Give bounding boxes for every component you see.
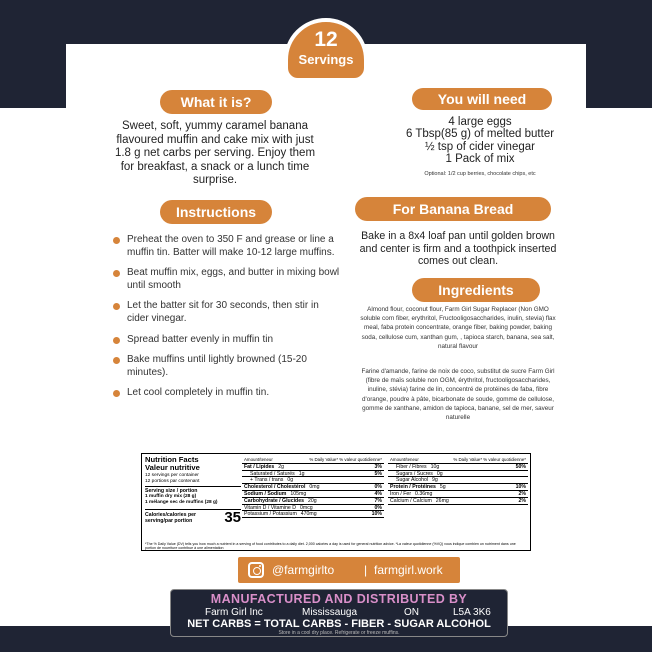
servings-label: Servings <box>298 52 354 67</box>
bullet-dot-icon <box>113 357 120 364</box>
nutrient-row <box>242 484 384 491</box>
header-amount: Amount/teneur <box>244 457 273 462</box>
company-city: Mississauga <box>302 607 358 618</box>
nutrient-label: Potassium / Potassium <box>244 511 297 518</box>
step-text: Bake muffins until lightly browned (15-20 minutes). <box>127 354 307 378</box>
nutrient-row <box>388 491 528 498</box>
nutrition-footnote: *The % Daily Value (DV) tells you how much a nutrient in a serving of food contributes to a daily diet. 2,000 calories a day is used for general nutrition advice. *La valeur quotidienne (%VQ) vous indique combien un nutriment dans une portion de nourriture contribue à une alimentation <box>145 542 516 551</box>
nutrient-label: Calcium / Calcium <box>390 497 432 504</box>
instruction-step <box>112 354 340 379</box>
instructions-heading: Instructions <box>160 200 272 224</box>
nutrient-amount: 105mg <box>290 490 307 497</box>
need-item: 6 Tbsp(85 g) of melted butter <box>405 128 555 141</box>
nutrient-amount: 20g <box>307 497 317 504</box>
nutrient-dv: 0% <box>374 484 382 491</box>
company-province: ON <box>404 607 419 618</box>
nutrient-label: Fiber / Fibres <box>396 463 427 470</box>
social-separator: | <box>364 563 368 577</box>
nutrient-amount: 9g <box>432 477 438 484</box>
ingredients-french: Farine d'amande, farine de noix de coco, substitut de sucre Farm Girl (fibre de maïs soluble non OGM, érythritol, fructooligosaccharides, inuline, stévia) farine de lin, concentré de protéines de faba, fibre d'orange, poudre à pâte, bicarbonate de soude, gomme de cellulose, gomme de xanthane, amidon de tapioca, banane, sel de mer, saveur naturelle <box>361 368 555 422</box>
company-name: Farm Girl Inc <box>205 607 263 618</box>
nutrient-dv: 2% <box>518 490 526 497</box>
nutrient-dv: 0% <box>374 504 382 511</box>
what-it-is-text: Sweet, soft, yummy caramel banana flavoured muffin and cake mix with just 1.8 g net carbs per serving. Enjoy them for breakfast, a snack or a lunch time surprise. <box>114 120 316 186</box>
nutrient-amount: 2g <box>278 463 285 470</box>
nutrition-left-column <box>145 456 241 525</box>
nutrition-facts-table <box>141 453 531 551</box>
header-dv: % Daily Value* % valeur quotidienne* <box>453 457 526 462</box>
nutrient-dv: 3% <box>374 463 382 470</box>
nutrient-dv: 2% <box>518 497 526 504</box>
nutrition-column-2 <box>388 457 528 505</box>
bullet-dot-icon <box>113 270 120 277</box>
servings-number: 12 <box>314 28 338 51</box>
serving-size-en: 1 muffin dry mix (28 g) <box>145 494 197 500</box>
manufacturer-title: MANUFACTURED AND DISTRIBUTED BY <box>210 592 468 606</box>
serving-size-label: Serving size / portion <box>145 486 241 495</box>
nutrient-label: + Trans / trans <box>250 477 284 484</box>
nutrient-row <box>242 477 384 484</box>
nutrient-amount: 0mcg <box>300 504 313 511</box>
bullet-dot-icon <box>113 237 120 244</box>
manufacturer-box <box>170 589 508 637</box>
nutrient-dv: 4% <box>374 490 382 497</box>
nutrient-row <box>242 505 384 512</box>
nutrient-dv: 7% <box>374 497 382 504</box>
nutrient-row <box>242 471 384 478</box>
calories-label: Calories/calories per serving/par portion <box>145 511 197 524</box>
header-dv: % Daily Value* % valeur quotidienne* <box>309 457 382 462</box>
servings-badge <box>284 18 368 82</box>
need-item: 1 Pack of mix <box>445 153 515 166</box>
nutrient-dv: 10% <box>371 511 382 518</box>
step-text: Let the batter sit for 30 seconds, then stir in cider vinegar. <box>127 300 319 324</box>
nutrient-label: Protein / Protéines <box>390 484 436 491</box>
ingredients-heading: Ingredients <box>412 278 540 302</box>
step-text: Beat muffin mix, eggs, and butter in mixing bowl until smooth <box>127 267 340 291</box>
nutrient-amount: 5g <box>439 484 446 491</box>
nutrient-label: Vitamin D / Vitamine D <box>244 504 296 511</box>
nutrient-label: Saturated / Saturés <box>250 470 295 477</box>
bullet-dot-icon <box>113 303 120 310</box>
nutrient-row <box>242 464 384 471</box>
nutrient-row <box>388 477 528 484</box>
nutrient-amount: 0g <box>436 470 443 477</box>
nutrition-column-1 <box>242 457 384 518</box>
instruction-step <box>112 234 340 259</box>
what-it-is-heading: What it is? <box>160 90 272 114</box>
instruction-step <box>112 334 340 347</box>
nutrient-label: Iron / Fer <box>390 490 412 497</box>
banana-bread-text: Bake in a 8x4 loaf pan until golden brown and center is firm and a toothpick inserted comes out clean. <box>359 230 557 268</box>
optional-note: Optional: 1/2 cup berries, chocolate chips, etc <box>424 170 536 177</box>
nutrient-label: Carbohydrate / Glucides <box>244 497 304 504</box>
nutrient-row <box>388 484 528 491</box>
ingredients-english: Almond flour, coconut flour, Farm Girl Sugar Replacer (Non GMO soluble corn fiber, erythritol, Fructooligosaccharides, inulin, stevia) flax meal, faba protein concentrate, orange fiber, baking powder, baking soda, cellulose cum, xanthan gum, , tapioca starch, banana, sea salt, natural flavour <box>360 306 556 350</box>
nutrient-label: Sugar Alcohol <box>396 477 429 484</box>
nutrient-label: Cholesterol / Cholestérol <box>244 484 306 491</box>
instagram-icon <box>248 562 264 578</box>
step-text: Spread batter evenly in muffin tin <box>127 333 274 345</box>
instagram-handle[interactable]: @farmgirlto <box>272 563 335 577</box>
instruction-step <box>112 267 340 292</box>
calories-row <box>145 509 241 525</box>
nutrient-row <box>242 498 384 505</box>
nutrition-header-row <box>242 457 384 464</box>
nutrient-row <box>242 491 384 498</box>
banana-bread-heading: For Banana Bread <box>355 197 551 221</box>
nutrient-label: Sugars / Sucres <box>396 470 433 477</box>
nutrient-amount: 1g <box>298 470 305 477</box>
nutrient-dv: 10% <box>515 484 526 491</box>
nutrient-label: Sodium / Sodium <box>244 490 287 497</box>
you-will-need-heading: You will need <box>412 88 552 110</box>
step-text: Preheat the oven to 350 F and grease or line a muffin tin. Batter will make 10-12 large muffins. <box>127 234 335 258</box>
nutrient-label: Fat / Lipides <box>244 463 275 470</box>
nutrient-row <box>242 511 384 518</box>
instruction-step <box>112 300 340 325</box>
nutrition-title-en: Nutrition Facts <box>145 455 199 464</box>
bullet-dot-icon <box>113 337 120 344</box>
nutrient-amount: 0g <box>287 477 294 484</box>
nutrient-amount: 0.36mg <box>415 490 433 497</box>
nutrient-row <box>388 498 528 505</box>
nutrition-title-fr: Valeur nutritive <box>145 463 200 473</box>
company-postal: L5A 3K6 <box>453 607 491 618</box>
net-carbs-formula: NET CARBS = TOTAL CARBS - FIBER - SUGAR ALCOHOL <box>187 618 491 630</box>
servings-per-container-fr: 12 portions par contenant <box>145 478 200 484</box>
step-text: Let cool completely in muffin tin. <box>127 387 270 399</box>
instruction-step <box>112 387 340 400</box>
serving-size-fr: 1 mélange sec de muffins (28 g) <box>145 500 218 506</box>
servings-per-container-en: 12 servings per container <box>145 472 199 478</box>
nutrition-header-row <box>388 457 528 464</box>
need-item: 4 large eggs <box>448 116 512 128</box>
nutrient-dv: 5% <box>374 470 382 477</box>
nutrient-amount: 0mg <box>309 484 320 491</box>
instructions-list <box>112 234 340 408</box>
need-item: ½ tsp of cider vinegar <box>425 140 535 153</box>
calories-value: 35 <box>224 509 241 527</box>
nutrient-row <box>388 464 528 471</box>
nutrient-amount: 470mg <box>300 511 317 518</box>
social-bar <box>238 557 460 583</box>
nutrient-row <box>388 471 528 478</box>
header-amount: Amount/teneur <box>390 457 419 462</box>
you-will-need-list <box>380 116 580 178</box>
bullet-dot-icon <box>113 390 120 397</box>
nutrient-amount: 26mg <box>435 497 449 504</box>
nutrient-dv: 50% <box>515 463 526 470</box>
storage-note: Store in a cool dry place. Refrigerate or freeze muffins. <box>278 630 400 636</box>
nutrient-amount: 10g <box>430 463 440 470</box>
website-link[interactable]: farmgirl.work <box>374 563 443 577</box>
